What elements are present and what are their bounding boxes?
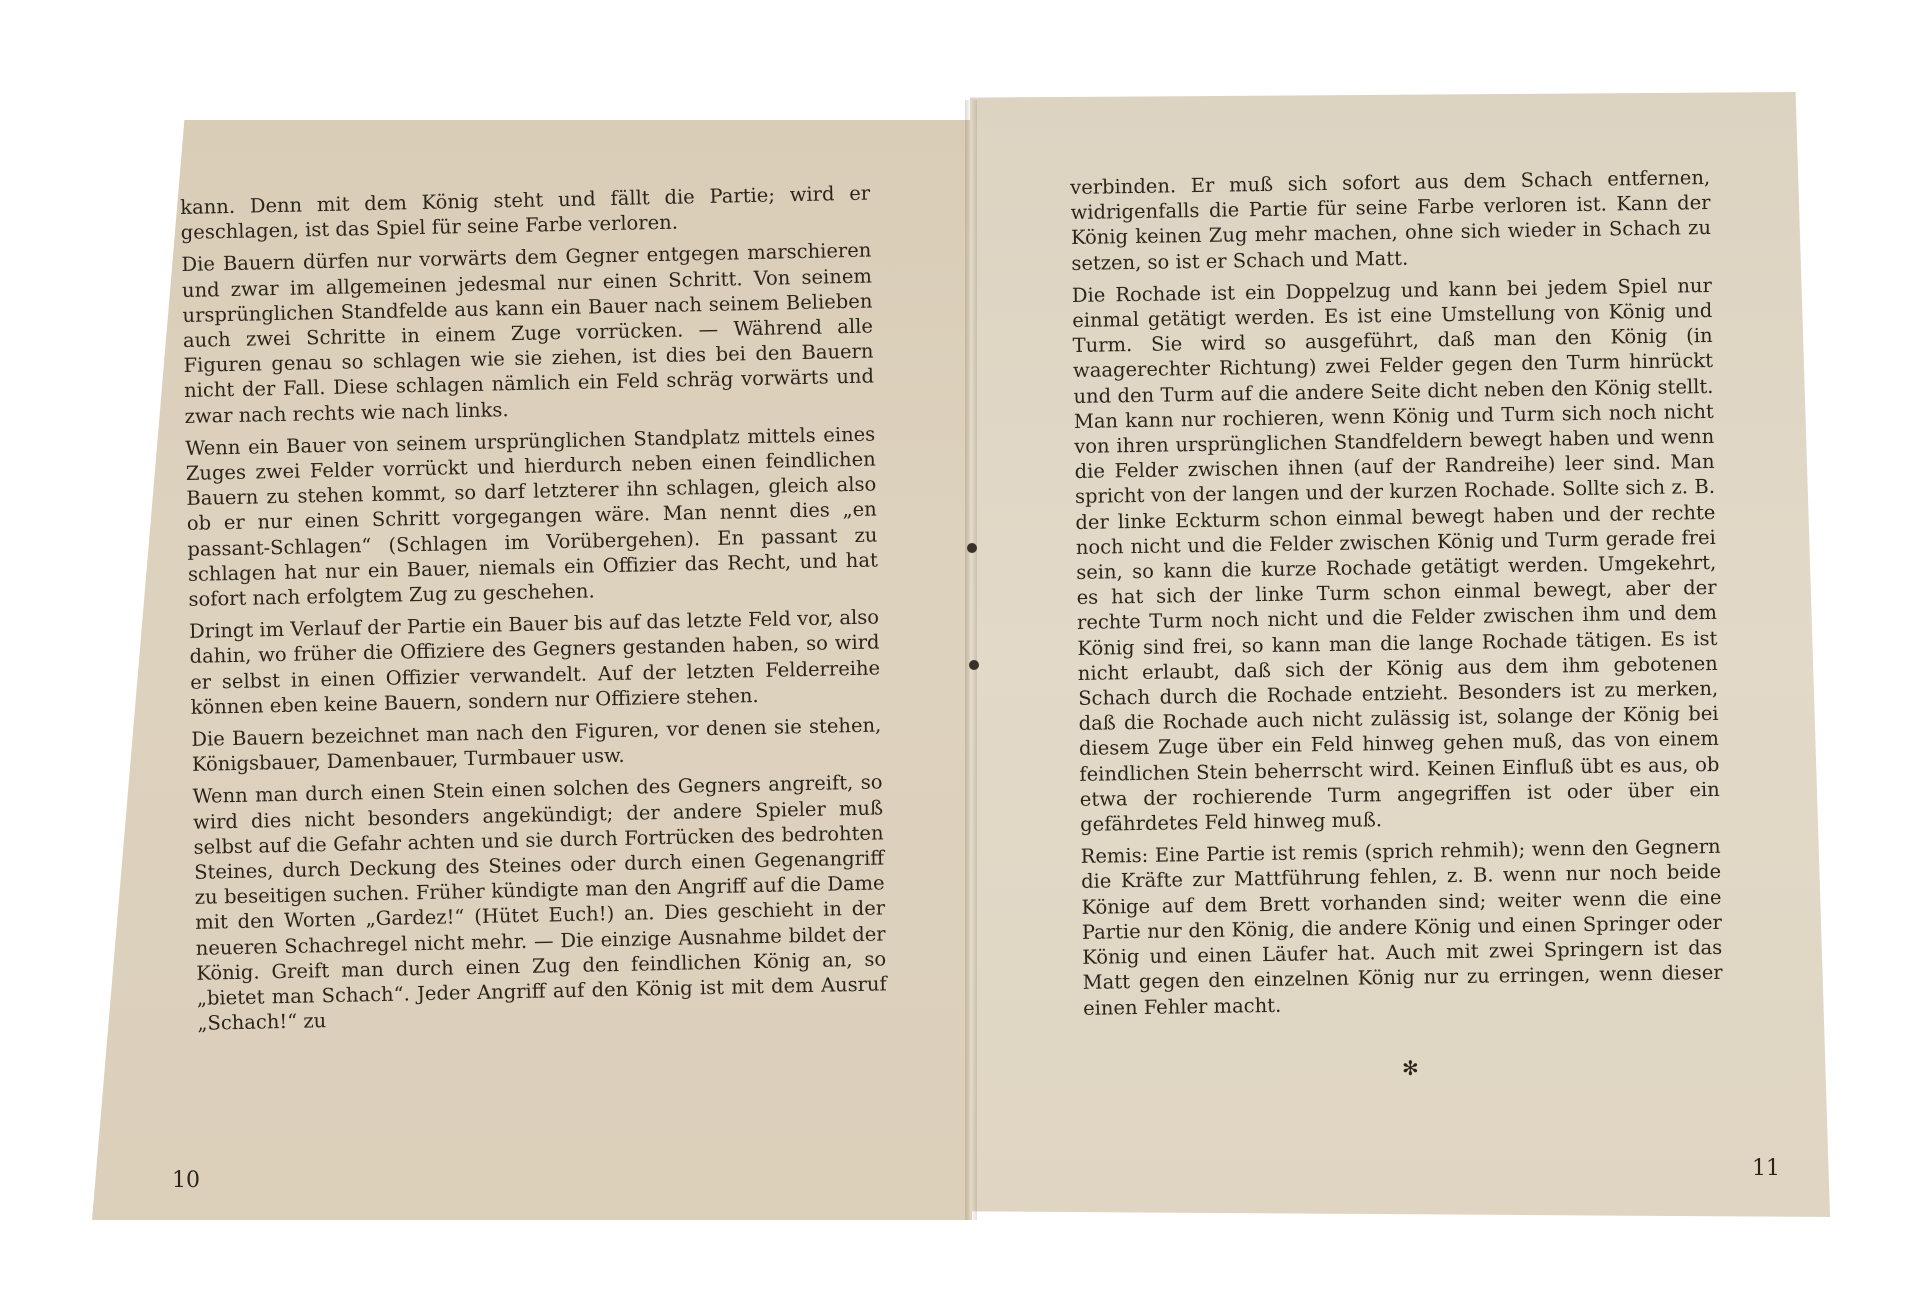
right-paragraph-1: verbinden. Er muß sich sofort aus dem Schach entfernen, widrigenfalls die Partie für seine Farbe verloren ist. Kann der König keinen Zug mehr machen, ohne sich wieder in Schach zu setzen, so ist er Schach und Matt.: [1070, 165, 1712, 275]
right-page-text: [1070, 165, 1723, 1028]
staple-top: [967, 543, 977, 553]
page-number-right: 11: [1752, 1156, 1780, 1181]
page-number-left: 10: [172, 1168, 200, 1193]
right-paragraph-2: Die Rochade ist ein Doppelzug und kann bei jedem Spiel nur einmal getätigt werden. Es ist eine Umstellung von König und Turm. Sie wird so ausgeführt, daß man den König (in waagerechter Richtung) zwei Felder gegen den Turm hinrückt und den Turm auf die andere Seite dicht neben den König stellt. Man kann nur rochieren, wenn König und Turm sich noch nicht von ihren ursprünglichen Standfeldern bewegt haben und wenn die Felder zwischen ihnen (auf der Randreihe) leer sind. Man spricht von der langen und der kurzen Rochade. Sollte sich z. B. der linke Eckturm schon einmal bewegt haben und der rechte noch nicht und die Felder zwischen König und Turm gerade frei sein, so kann die kurze Rochade getätigt werden. Umgekehrt, es hat sich der linke Turm schon einmal bewegt, aber der rechte Turm noch nicht und die Felder zwischen ihm und dem König sind frei, so kann man die lange Rochade tätigen. Es ist nicht erlaubt, daß sich der König aus dem ihm gebotenen Schach durch die Rochade entzieht. Besonders ist zu merken, daß die Rochade auch nicht zulässig ist, solange der König bei diesem Zuge über ein Feld hinweg gehen muß, das von einem feindlichen Stein beherrscht wird. Keinen Einfluß übt es aus, ob etwa der rochierende Turm angegriffen ist oder über ein gefährdetes Feld hinweg muß.: [1071, 273, 1720, 836]
left-paragraph-4: Dringt im Verlauf der Partie ein Bauer bis auf das letzte Feld vor, also dahin, wo früher die Offiziere des Gegners gestanden haben, so wird er selbst in einen Offizier verwandelt. Auf der letzten Felderreihe können eben keine Bauern, sondern nur Offiziere stehen.: [188, 605, 881, 719]
section-ornament: ✻: [1402, 1056, 1419, 1080]
right-paragraph-3: Remis: Eine Partie ist remis (sprich rehmih); wenn den Gegnern die Kräfte zur Mattführung fehlen, z. B. wenn nur noch beide Könige auf dem Brett vorhanden sind; weiter wenn die eine Partie nur den König, die andere König und einen Springer oder König und einen Läufer hat. Auch mit zwei Springern ist das Matt gegen den einzelnen König nur zu erringen, wenn dieser einen Fehler macht.: [1080, 835, 1723, 1020]
left-paragraph-5: Die Bauern bezeichnet man nach den Figuren, vor denen sie stehen, Königsbauer, Damenbauer, Turmbauer usw.: [191, 713, 882, 777]
staple-bottom: [969, 660, 979, 670]
left-page-text: [180, 181, 888, 1044]
left-paragraph-1: kann. Denn mit dem König steht und fällt die Partie; wird er geschlagen, ist das Spiel für seine Farbe verloren.: [180, 181, 871, 245]
left-paragraph-6: Wenn man durch einen Stein einen solchen des Gegners angreift, so wird dies nicht besonders angekündigt; der andere Spieler muß selbst auf die Gefahr achten und sie durch Fortrücken des bedrohten Steines, durch Deckung des Steines oder durch einen Gegenangriff zu beseitigen suchen. Früher kündigte man den Angriff auf die Dame mit den Worten „Gardez!“ (Hütet Euch!) an. Dies geschieht in der neueren Schachregel nicht mehr. — Die einzige Ausnahme bildet der König. Greift man durch einen Zug den feindlichen König an, so „bietet man Schach“. Jeder Angriff auf den König ist mit dem Ausruf „Schach!“ zu: [192, 770, 887, 1036]
left-paragraph-2: Die Bauern dürfen nur vorwärts dem Gegner entgegen marschieren und zwar im allgemeinen jedesmal nur einen Schritt. Von seinem ursprünglichen Standfelde aus kann ein Bauer nach seinem Belieben auch zwei Schritte in einem Zuge vorrücken. — Während alle Figuren genau so schlagen wie sie ziehen, ist dies bei den Bauern nicht der Fall. Diese schlagen nämlich ein Feld schräg vorwärts und zwar nach rechts wie nach links.: [181, 238, 875, 428]
left-paragraph-3: Wenn ein Bauer von seinem ursprünglichen Standplatz mittels eines Zuges zwei Felder vorrückt und hierdurch neben einen feindlichen Bauern zu stehen kommt, so darf letzterer ihn schlagen, gleich also ob er nur einen Schritt vorgegangen wäre. Man nennt dies „en passant-Schlagen“ (Schlagen im Vorübergehen). En passant zu schlagen hat nur ein Bauer, niemals ein Offizier das Recht, und hat sofort nach erfolgtem Zug zu geschehen.: [185, 422, 879, 611]
